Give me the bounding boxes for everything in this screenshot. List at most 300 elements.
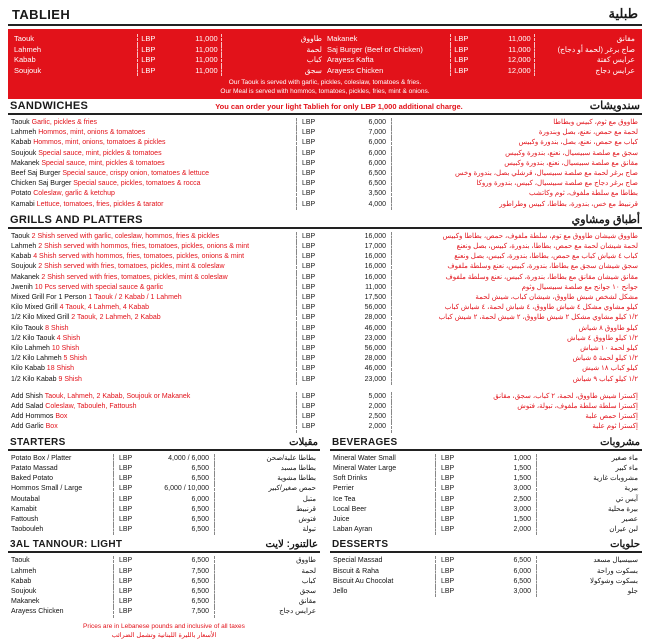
- menu-item-row: [8, 303, 642, 313]
- price-value: 2,500: [465, 495, 537, 505]
- menu-item-name: Taobouleh: [11, 526, 44, 534]
- menu-item-name: Special Massad: [333, 557, 383, 565]
- price-value: 6,500: [330, 169, 392, 179]
- tannour-title-en: 3AL TANNOUR: LIGHT: [10, 539, 123, 551]
- menu-item-description: Special sauce, mint, pickles & tomatoes: [39, 159, 165, 167]
- currency-label: LBP: [296, 159, 330, 169]
- menu-item-name-ar: كباب ٤ شياش كباب مع حمص، بطاطا، بندورة، كبيس، بصل ونعنع: [454, 253, 638, 261]
- price-value: 56,000: [330, 344, 392, 354]
- menu-item-row: [8, 200, 642, 210]
- price-value: 11,000: [330, 283, 392, 293]
- menu-item-name-ar: إكسترا ثوم علبة: [592, 423, 638, 431]
- currency-label: LBP: [296, 313, 330, 323]
- currency-label: LBP: [454, 65, 469, 75]
- price-value: 6,500: [143, 505, 215, 515]
- currency-label: LBP: [113, 505, 143, 515]
- menu-item-name: Kilo Lahmeh 10 Shish: [11, 345, 80, 353]
- menu-item-row: [8, 495, 320, 505]
- menu-item-row: [8, 567, 320, 577]
- menu-item-description: Box: [53, 413, 68, 421]
- tablieh-item-name-ar: صاج برغر (لحمة أو دجاج): [557, 44, 635, 54]
- price-value: 3,500: [330, 189, 392, 199]
- left-column: [8, 437, 320, 640]
- menu-item-name-ar: ١/٢ كيلو لحمة ٥ شياش: [572, 355, 638, 363]
- currency-label: LBP: [113, 567, 143, 577]
- price-value: 2,500: [330, 412, 392, 422]
- tablieh-item-name-ar: عرايس كفتة: [596, 55, 635, 64]
- price-value: 28,000: [330, 354, 392, 364]
- menu-item-name-ar: كيلو كباب ١٨ شيش: [582, 365, 638, 373]
- currency-label: LBP: [296, 273, 330, 283]
- currency-label: LBP: [141, 44, 156, 54]
- menu-item-row: [8, 607, 320, 617]
- currency-label: LBP: [113, 607, 143, 617]
- price-value: 1,500: [465, 474, 537, 484]
- menu-item-name-ar: سجق مع صلصة سبيسيال، نعنع، بندورة وكبيس: [505, 149, 638, 157]
- menu-item-row: [330, 495, 642, 505]
- price-value: 16,000: [330, 232, 392, 242]
- price-value: 2,000: [465, 525, 537, 535]
- price-value: 1,500: [465, 464, 537, 474]
- price-value: 6,500: [465, 577, 537, 587]
- menu-item-name: Hommos Small / Large: [11, 485, 83, 493]
- beverages-title-en: BEVERAGES: [332, 436, 398, 448]
- price-value: 11,000: [195, 65, 218, 75]
- menu-item-name: Makanek 2 Shish served with fries, tomatoes, pickles, mint & coleslaw: [11, 273, 228, 281]
- desserts-title-ar: حلويات: [610, 539, 640, 551]
- menu-item-row: [330, 474, 642, 484]
- menu-item-name-ar: بطاطا مشوية: [277, 475, 316, 483]
- menu-item-name-ar: ١/٢ كيلو طاووق ٤ شياش: [567, 334, 638, 342]
- menu-item-name: Jwenih 10 Pcs served with special sauce & garlic: [11, 283, 164, 291]
- menu-item-description: 2 Shish served with fries, tomatoes, pickles, mint & coleslaw: [39, 273, 228, 281]
- menu-item-name: Kilo Taouk 8 Shish: [11, 324, 69, 332]
- currency-label: LBP: [435, 587, 465, 597]
- menu-item-name-ar: عرايس دجاج: [279, 608, 316, 616]
- menu-item-row: [8, 262, 642, 272]
- price-value: 4,000: [330, 200, 392, 210]
- currency-label: LBP: [296, 262, 330, 272]
- currency-label: LBP: [296, 354, 330, 364]
- menu-item-row: [330, 567, 642, 577]
- tablieh-item-name-ar: مقانق: [616, 34, 635, 43]
- menu-item-row: [330, 484, 642, 494]
- tablieh-note: [12, 79, 638, 96]
- price-value: 6,500: [465, 556, 537, 566]
- menu-item-name: Taouk Garlic, pickles & fries: [11, 119, 97, 126]
- menu-item-row: [330, 587, 642, 597]
- menu-item-name: Kabab: [11, 577, 32, 585]
- currency-label: LBP: [296, 344, 330, 354]
- grills-list: [8, 229, 642, 385]
- menu-item-name-ar: مقانق: [298, 598, 316, 606]
- currency-label: LBP: [435, 525, 465, 535]
- menu-item-name: Chicken Saj Burger Special sauce, pickles, tomatoes & rocca: [11, 180, 201, 188]
- menu-item-row: [8, 412, 642, 422]
- menu-item-description: Special sauce, crispy onion, tomatoes & lettuce: [60, 170, 210, 178]
- menu-item-name-ar: سجق: [299, 587, 316, 595]
- menu-item-name: Laban Ayran: [333, 526, 373, 534]
- currency-label: LBP: [296, 375, 330, 385]
- menu-item-row: [8, 392, 642, 402]
- currency-label: LBP: [296, 392, 330, 402]
- menu-item-name: Kamabi Lettuce, tomatoes, fries, pickles & tarator: [11, 200, 164, 208]
- menu-item-description: 1 Taouk / 2 Kabab / 1 Lahmeh: [86, 294, 182, 302]
- menu-item-name: Arayess Chicken: [11, 608, 64, 616]
- grills-title-ar: أطباق ومشاوي: [571, 213, 640, 226]
- menu-item-name-ar: صاج برغر لحمة مع صلصة سبيسيال، قرشلي بصل، بندورة وخس: [455, 170, 638, 178]
- currency-label: LBP: [296, 412, 330, 422]
- price-disclaimer-ar: الأسعار بالليرة اللبنانية وتشمل الضرائب: [111, 631, 217, 639]
- menu-item-name: Add Shish Taouk, Lahmeh, 2 Kabab, Soujouk or Makanek: [11, 392, 191, 400]
- menu-item-name: Soujouk: [11, 587, 37, 595]
- menu-item-name: Jello: [333, 587, 348, 595]
- menu-item-name: Lahmeh: [11, 567, 37, 575]
- grills-spacer: [8, 385, 642, 392]
- menu-item-name-ar: ماء صغير: [611, 454, 638, 462]
- menu-item-row: [8, 252, 642, 262]
- currency-label: LBP: [113, 577, 143, 587]
- menu-item-description: 5 Shish: [61, 355, 87, 363]
- menu-item-description: Coleslaw, garlic & ketchup: [31, 190, 115, 198]
- menu-item-description: Coleslaw, Tabouleh, Fattoush: [43, 403, 137, 411]
- tablieh-item-name-ar: طاووق: [300, 34, 322, 43]
- menu-item-name: Kamabit: [11, 505, 37, 513]
- currency-label: LBP: [435, 515, 465, 525]
- menu-item-name-ar: بسكوت وراحة: [597, 567, 638, 575]
- bottom-columns: [8, 437, 642, 640]
- price-value: 5,000: [330, 392, 392, 402]
- menu-item-row: [8, 293, 642, 303]
- menu-item-row: [8, 232, 642, 242]
- menu-item-name: 1/2 Kilo Mixed Grill 2 Taouk, 2 Lahmeh, 2 Kabab: [11, 314, 161, 322]
- currency-label: LBP: [113, 515, 143, 525]
- tablieh-row: [325, 34, 638, 45]
- menu-item-description: 4 Shish: [54, 334, 81, 342]
- currency-label: LBP: [113, 597, 143, 607]
- menu-item-row: [330, 464, 642, 474]
- menu-item-row: [8, 422, 642, 432]
- menu-item-description: Special sauce, pickles, tomatoes & rocca: [71, 180, 201, 188]
- menu-item-name: 1/2 Kilo Taouk 4 Shish: [11, 334, 81, 342]
- menu-item-name-ar: صاج برغر دجاج مع صلصة سبيسيال، كبيس، بندورة وروكا: [476, 180, 638, 188]
- menu-item-description: 2 Shish served with hommos, fries, tomatoes, pickles, onions & mint: [36, 243, 250, 251]
- tablieh-row: [12, 45, 325, 56]
- menu-item-row: [330, 577, 642, 587]
- tablieh-item-price: [137, 55, 222, 66]
- currency-label: LBP: [296, 422, 330, 432]
- currency-label: LBP: [435, 556, 465, 566]
- tablieh-item-name: Arayess Chicken: [327, 65, 384, 75]
- currency-label: LBP: [296, 200, 330, 210]
- menu-item-name-ar: حمص صغير/كبير: [268, 485, 316, 493]
- menu-item-description: 2 Shish served with fries, tomatoes, pickles, mint & coleslaw: [36, 263, 225, 271]
- price-disclaimer: [8, 622, 320, 640]
- price-value: 6,000: [143, 495, 215, 505]
- menu-item-row: [8, 402, 642, 412]
- currency-label: LBP: [435, 464, 465, 474]
- grills-addons-list: [8, 392, 642, 433]
- menu-item-name-ar: ماء كبير: [615, 464, 638, 472]
- tablieh-item-name: Lahmeh: [14, 44, 42, 54]
- menu-item-name: Patato Massad: [11, 464, 58, 472]
- grills-title-en: GRILLS AND PLATTERS: [10, 213, 143, 226]
- price-value: 6,500: [143, 515, 215, 525]
- currency-label: LBP: [296, 252, 330, 262]
- price-value: 7,500: [143, 607, 215, 617]
- price-value: 6,500: [330, 179, 392, 189]
- menu-item-name: Soujouk 2 Shish served with fries, tomatoes, pickles, mint & coleslaw: [11, 263, 225, 271]
- currency-label: LBP: [435, 495, 465, 505]
- section-header-tannour: [8, 539, 320, 553]
- menu-item-name-ar: بسكوت وشوكولا: [589, 577, 638, 585]
- tablieh-item-name-ar: كباب: [306, 55, 322, 64]
- menu-item-name-ar: كيلو لحمة ١٠ شياش: [580, 345, 638, 353]
- section-header-grills: [8, 213, 642, 229]
- price-value: 46,000: [330, 324, 392, 334]
- menu-item-name-ar: جلو: [627, 587, 638, 595]
- price-value: 4,000 / 6,000: [143, 454, 215, 464]
- sandwiches-title-en: SANDWICHES: [10, 100, 89, 112]
- menu-item-row: [8, 525, 320, 535]
- currency-label: LBP: [296, 402, 330, 412]
- tablieh-note-line1: Our Taouk is served with garlic, pickles, coleslaw, tomatoes & fries.: [228, 79, 422, 86]
- menu-item-name: Fattoush: [11, 515, 39, 523]
- price-value: 6,000 / 10,000: [143, 484, 215, 494]
- price-value: 16,000: [330, 262, 392, 272]
- menu-item-name: Soft Drinks: [333, 475, 368, 483]
- menu-item-description: Hommos, mint, onions, tomatoes & pickles: [31, 139, 166, 147]
- currency-label: LBP: [435, 474, 465, 484]
- menu-item-row: [8, 159, 642, 169]
- section-header-desserts: [330, 539, 642, 553]
- tablieh-item-name-ar: لحمة: [306, 44, 322, 54]
- currency-label: LBP: [435, 484, 465, 494]
- starters-title-ar: مقبلات: [289, 436, 318, 448]
- price-value: 11,000: [195, 34, 218, 43]
- tablieh-row: [325, 45, 638, 56]
- menu-item-row: [8, 128, 642, 138]
- menu-item-name: Biscuit & Raha: [333, 567, 379, 575]
- menu-item-row: [8, 149, 642, 159]
- price-value: 6,500: [143, 577, 215, 587]
- menu-item-row: [8, 118, 642, 128]
- menu-item-name-ar: تبولة: [302, 526, 316, 534]
- currency-label: LBP: [113, 454, 143, 464]
- menu-item-row: [8, 189, 642, 199]
- tablieh-item-name-ar: عرايس دجاج: [595, 65, 635, 75]
- currency-label: LBP: [113, 495, 143, 505]
- tablieh-item-name: Soujouk: [14, 65, 42, 75]
- menu-item-row: [8, 334, 642, 344]
- menu-item-name-ar: بيرية: [624, 485, 638, 493]
- price-value: 6,000: [330, 138, 392, 148]
- currency-label: LBP: [113, 525, 143, 535]
- price-value: 11,000: [508, 44, 531, 54]
- section-header-sandwiches: [8, 99, 642, 115]
- currency-label: LBP: [296, 189, 330, 199]
- menu-item-row: [8, 454, 320, 464]
- menu-item-name-ar: ١/٢ كيلو مشاوي مشكل ٢ شيش طاووق، ٢ شيش لحمة، ٢ شيش كباب: [438, 314, 638, 322]
- menu-item-name: Kilo Mixed Grill 4 Taouk, 4 Lahmeh, 4 Kabab: [11, 304, 150, 312]
- menu-item-name: Taouk: [11, 557, 30, 565]
- price-value: 16,000: [330, 273, 392, 283]
- price-value: 2,000: [330, 402, 392, 412]
- menu-item-description: Taouk, Lahmeh, 2 Kabab, Soujouk or Makanek: [42, 392, 191, 400]
- menu-item-description: 18 Shish: [44, 365, 75, 373]
- menu-item-description: Hommos, mint, onions & tomatoes: [36, 129, 146, 137]
- menu-item-description: 10 Pcs served with special sauce & garlic: [32, 283, 164, 291]
- menu-item-name-ar: لحمة: [301, 567, 316, 575]
- menu-item-name-ar: مقانق مع صلصة سبيسيال، نعنع، بندورة وكبيس: [504, 159, 638, 167]
- menu-item-name-ar: جوانح ١٠ جوانح مع صلصة سبيسيال وثوم: [521, 283, 638, 291]
- price-value: 3,000: [465, 587, 537, 597]
- menu-item-description: Box: [43, 423, 58, 431]
- menu-item-row: [8, 354, 642, 364]
- price-value: 23,000: [330, 375, 392, 385]
- currency-label: LBP: [296, 324, 330, 334]
- menu-item-name: Biscuit Au Chocolat: [333, 577, 394, 585]
- price-value: 11,000: [508, 34, 531, 43]
- page-title: [8, 0, 642, 26]
- currency-label: LBP: [454, 34, 469, 43]
- tablieh-item-price: [137, 34, 222, 45]
- menu-item-row: [8, 484, 320, 494]
- menu-item-name-ar: مقانق شيشان مقانق مع بطاطا، بندورة، كبيس، نعنع وسلطة ملفوف: [445, 273, 638, 281]
- menu-item-row: [330, 525, 642, 535]
- price-value: 1,000: [465, 454, 537, 464]
- price-value: 28,000: [330, 313, 392, 323]
- menu-item-description: 10 Shish: [49, 345, 80, 353]
- price-value: 16,000: [330, 252, 392, 262]
- price-value: 6,000: [330, 118, 392, 128]
- menu-item-row: [8, 313, 642, 323]
- menu-item-name: 1/2 Kilo Lahmeh 5 Shish: [11, 355, 87, 363]
- price-value: 23,000: [330, 334, 392, 344]
- menu-item-name: Potato Coleslaw, garlic & ketchup: [11, 190, 115, 198]
- price-value: 7,500: [143, 567, 215, 577]
- menu-item-name-ar: طاووق شيشان طاووق مع توم، سلطة ملفوف، حمص، بطاطا وكبيس: [442, 232, 638, 240]
- currency-label: LBP: [296, 242, 330, 252]
- tannour-list: [8, 553, 320, 617]
- menu-item-name-ar: ١/٢ كيلو كباب ٩ شياش: [572, 375, 638, 383]
- price-value: 6,500: [143, 464, 215, 474]
- price-value: 6,500: [143, 597, 215, 607]
- menu-item-row: [8, 597, 320, 607]
- currency-label: LBP: [296, 334, 330, 344]
- menu-item-name: Add Garlic Box: [11, 423, 58, 431]
- beverages-list: [330, 451, 642, 536]
- menu-item-row: [8, 505, 320, 515]
- desserts-title-en: DESSERTS: [332, 539, 389, 551]
- menu-item-name-ar: مشكل لشخص شيش طاووق، شيشان كباب، شيش لحمة: [475, 294, 638, 302]
- currency-label: LBP: [296, 293, 330, 303]
- price-value: 3,000: [465, 505, 537, 515]
- menu-item-name-ar: مشروبات غازية: [593, 475, 638, 483]
- currency-label: LBP: [296, 364, 330, 374]
- menu-item-row: [8, 375, 642, 385]
- price-value: 2,000: [330, 422, 392, 432]
- menu-item-name-ar: لبن عيران: [609, 526, 638, 534]
- price-value: 17,000: [330, 242, 392, 252]
- menu-item-name: Perrier: [333, 485, 355, 493]
- menu-item-row: [8, 556, 320, 566]
- tablieh-item-price: [450, 45, 535, 56]
- menu-item-description: 2 Taouk, 2 Lahmeh, 2 Kabab: [69, 314, 161, 322]
- menu-item-row: [330, 515, 642, 525]
- sandwiches-title-ar: سندويشات: [589, 100, 640, 112]
- menu-item-name-ar: كيلو طاووق ٨ شياش: [578, 324, 638, 332]
- price-value: 6,000: [330, 159, 392, 169]
- tablieh-note-line2: Our Meal is served with hommos, tomatoes, pickles, fries, mint & onions.: [220, 87, 430, 95]
- menu-item-row: [8, 364, 642, 374]
- tablieh-left-column: [12, 34, 325, 76]
- menu-item-name: Makanek: [11, 598, 40, 606]
- menu-item-name-ar: لحمة شيشان لحمة مع حمص، بطاطا، بندورة، كبيس، بصل ونعنع: [456, 243, 638, 251]
- currency-label: LBP: [296, 149, 330, 159]
- currency-label: LBP: [296, 283, 330, 293]
- currency-label: LBP: [435, 505, 465, 515]
- menu-item-name: Makanek Special sauce, mint, pickles & tomatoes: [11, 159, 165, 167]
- menu-item-name-ar: إكسترا شيش طاووق، لحمة، ٢ كباب، سجق، مقانق: [493, 392, 638, 400]
- menu-item-name-ar: كباب: [301, 577, 316, 585]
- currency-label: LBP: [296, 179, 330, 189]
- menu-item-name: Mixed Grill For 1 Person 1 Taouk / 2 Kabab / 1 Lahmeh: [11, 294, 182, 302]
- menu-item-description: 4 Shish served with hommos, fries, tomatoes, pickles, onions & mint: [31, 253, 245, 261]
- promo-line: You can order your light Tablieh for only LBP 1,000 additional charge.: [215, 102, 463, 111]
- menu-item-name-ar: كيلو مشاوي مشكل ٤ شياش طاووق، ٤ شياش لحمة، ٤ شياش كباب: [444, 304, 638, 312]
- currency-label: LBP: [454, 55, 469, 64]
- price-value: 6,500: [143, 525, 215, 535]
- price-disclaimer-en: Prices are in Lebanese pounds and inclusive of all taxes: [83, 622, 245, 630]
- page-title-en: TABLIEH: [12, 7, 71, 22]
- menu-item-name: Soujouk Special sauce, mint, pickles & tomatoes: [11, 149, 162, 157]
- price-value: 1,500: [465, 515, 537, 525]
- currency-label: LBP: [113, 587, 143, 597]
- menu-item-row: [8, 474, 320, 484]
- currency-label: LBP: [141, 34, 156, 43]
- menu-item-row: [8, 587, 320, 597]
- menu-item-row: [8, 138, 642, 148]
- menu-item-name: Beef Saj Burger Special sauce, crispy onion, tomatoes & lettuce: [11, 170, 210, 178]
- menu-item-description: 9 Shish: [56, 375, 82, 383]
- menu-item-name-ar: آيس تي: [615, 495, 638, 503]
- menu-item-description: 4 Taouk, 4 Lahmeh, 4 Kabab: [57, 304, 150, 312]
- menu-item-name-ar: بطاطا مسبد: [280, 464, 316, 472]
- price-value: 7,000: [330, 128, 392, 138]
- tablieh-row: [325, 66, 638, 77]
- price-value: 12,000: [507, 65, 531, 75]
- price-value: 11,000: [195, 44, 218, 54]
- menu-item-name: Lahmeh Hommos, mint, onions & tomatoes: [11, 129, 146, 137]
- menu-item-name: Mineral Water Large: [333, 464, 397, 472]
- currency-label: LBP: [435, 567, 465, 577]
- tablieh-item-name: Taouk: [14, 34, 35, 43]
- tablieh-row: [12, 66, 325, 77]
- menu-item-name: 1/2 Kilo Kabab 9 Shish: [11, 375, 82, 383]
- menu-item-name: Potato Box / Platter: [11, 454, 72, 462]
- menu-item-name-ar: طاووق مع ثوم، كبيس وبطاطا: [553, 119, 638, 126]
- menu-item-name-ar: لحمة مع حمص، نعنع، بصل وبندورة: [538, 129, 638, 137]
- menu-item-description: Garlic, pickles & fries: [29, 119, 97, 126]
- menu-item-name: Lahmeh 2 Shish served with hommos, fries, tomatoes, pickles, onions & mint: [11, 243, 250, 251]
- menu-item-row: [8, 169, 642, 179]
- currency-label: LBP: [113, 474, 143, 484]
- price-value: 56,000: [330, 303, 392, 313]
- tablieh-item-price: [450, 66, 535, 77]
- menu-item-row: [330, 505, 642, 515]
- currency-label: LBP: [141, 55, 156, 64]
